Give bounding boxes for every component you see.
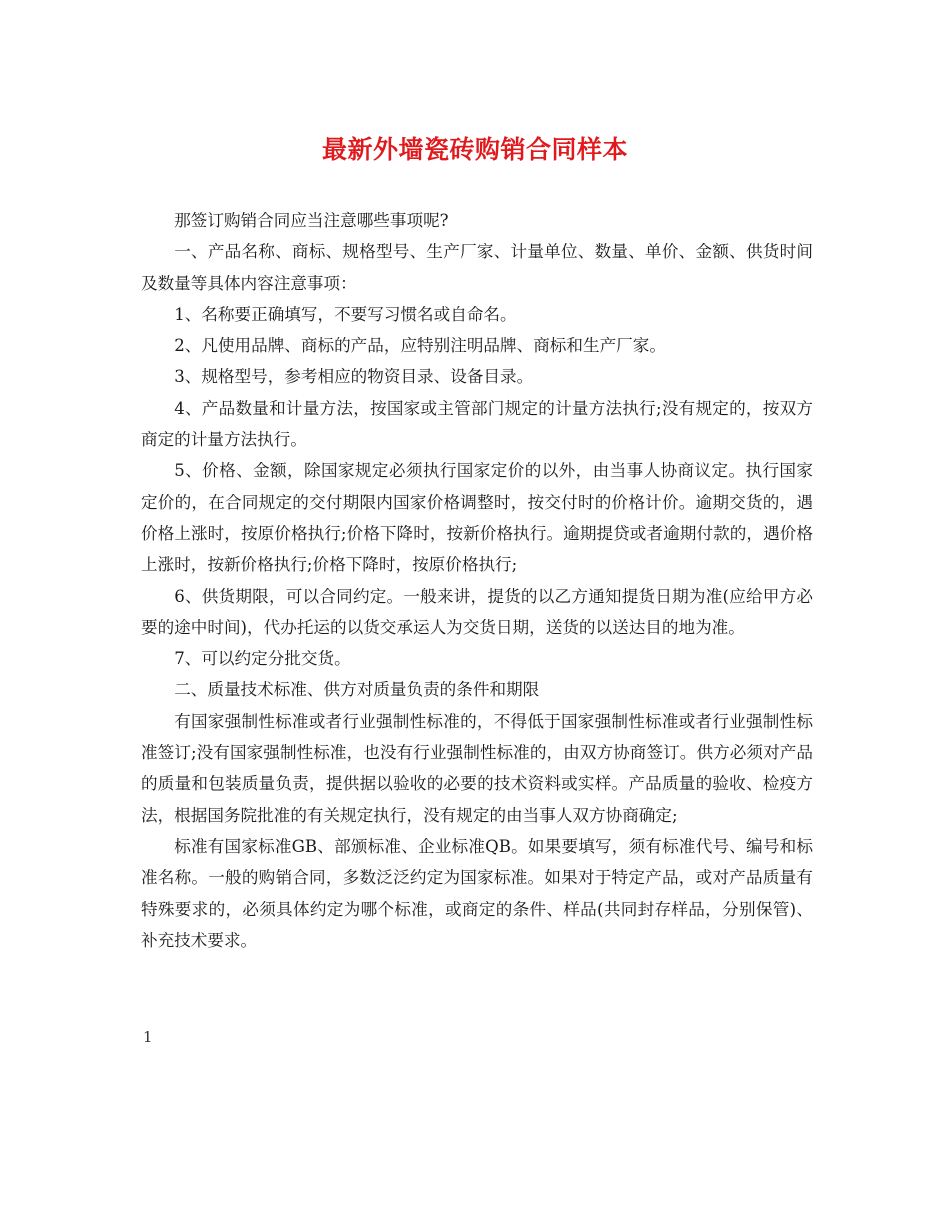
paragraph: 一、产品名称、商标、规格型号、生产厂家、计量单位、数量、单价、金额、供货时间及数量等具体内容注意事项： [141,242,813,293]
document-body [141,205,813,956]
paragraph: 3、规格型号，参考相应的物资目录、设备目录。 [174,367,534,387]
paragraph: 1、名称要正确填写，不要写习惯名或自命名。 [174,304,517,324]
paragraph: 标准有国家标准GB、部颁标准、企业标准QB。如果要填写，须有标准代号、编号和标准名称。一般的购销合同，多数泛泛约定为国家标准。如果对于特定产品，或对产品质量有特殊要求的，必须具体约定为哪个标准，或商定的条件、样品(共同封存样品，分别保管)、补充技术要求。 [141,836,813,950]
page-number: 1 [143,1028,153,1046]
document-title: 最新外墙瓷砖购销合同样本 [321,135,628,164]
paragraph: 5、价格、金额，除国家规定必须执行国家定价的以外，由当事人协商议定。执行国家定价的，在合同规定的交付期限内国家价格调整时，按交付时的价格计价。逾期交货的，遇价格上涨时，按原价格执行;价格下降时，按新价格执行。逾期提贷或者逾期付款的，遇价格上涨时，按新价格执行;价格下降时，按原价格执行; [141,461,813,575]
paragraph: 6、供货期限，可以合同约定。一般来讲，提货的以乙方通知提货日期为准(应给甲方必要的途中时间)，代办托运的以货交承运人为交货日期，送货的以送达目的地为准。 [141,586,813,637]
paragraph: 2、凡使用品牌、商标的产品，应特别注明品牌、商标和生产厂家。 [174,336,666,356]
paragraph: 有国家强制性标准或者行业强制性标准的，不得低于国家强制性标准或者行业强制性标准签订;没有国家强制性标准，也没有行业强制性标准的，由双方协商签订。供方必须对产品的质量和包装质量负责，提供据以验收的必要的技术资料或实样。产品质量的验收、检疫方法，根据国务院批准的有关规定执行，没有规定的由当事人双方协商确定; [141,711,813,825]
paragraph: 4、产品数量和计量方法，按国家或主管部门规定的计量方法执行;没有规定的，按双方商定的计量方法执行。 [141,398,813,450]
paragraph: 7、可以约定分批交货。 [174,649,351,669]
paragraph: 那签订购销合同应当注意哪些事项呢? [174,211,449,230]
paragraph: 二、质量技术标准、供方对质量负责的条件和期限 [174,680,540,700]
